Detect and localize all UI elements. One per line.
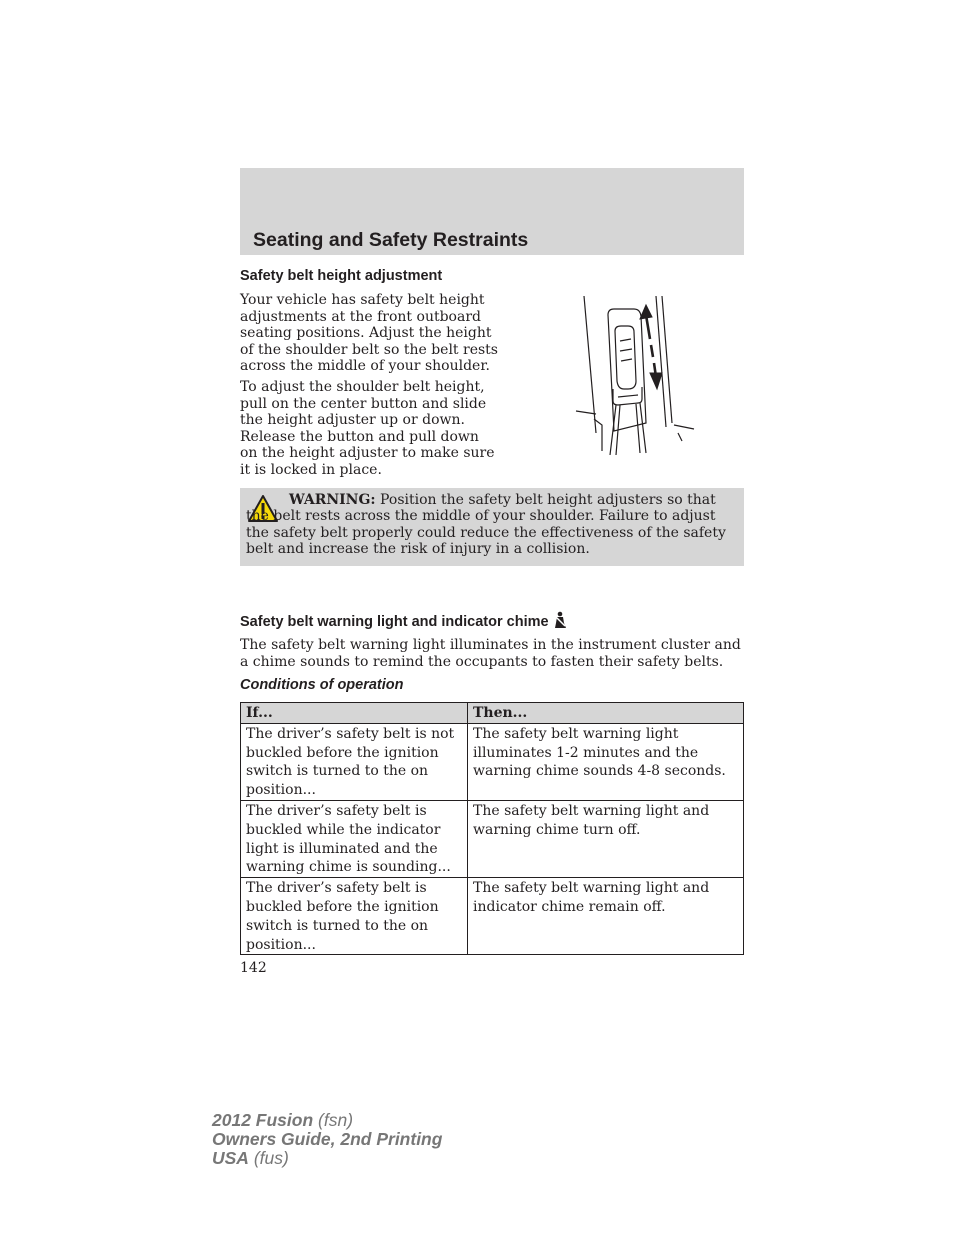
conditions-table xyxy=(240,702,744,955)
section-heading-warning-light-text: Safety belt warning light and indicator chime xyxy=(240,614,549,630)
table-cell-then: The safety belt warning light and warning chime turn off. xyxy=(468,800,744,877)
paragraph-height-intro: Your vehicle has safety belt height adjustments at the front outboard seating positions. Adjust the height of the shoulder belt so the belt rests across the middle of your shoulder. xyxy=(240,292,498,375)
belt-height-adjuster-illustration xyxy=(574,293,696,455)
table-row xyxy=(241,800,744,877)
page-number: 142 xyxy=(240,960,267,976)
seatbelt-person-icon xyxy=(551,611,569,629)
subheading-conditions: Conditions of operation xyxy=(240,677,404,693)
table-row xyxy=(241,878,744,955)
warning-body: Position the safety belt height adjusters so that the belt rests across the middle of your shoulder. Failure to adjust the safety belt properly could reduce the effectiveness of the safety belt and increase the risk of injury in a collision. xyxy=(246,492,726,558)
header-band xyxy=(240,168,744,255)
footer-model: 2012 Fusion xyxy=(212,1110,314,1130)
column-header-then: Then... xyxy=(468,703,744,724)
table-row xyxy=(241,723,744,800)
table-cell-then: The safety belt warning light and indicator chime remain off. xyxy=(468,878,744,955)
table-cell-then: The safety belt warning light illuminates 1-2 minutes and the warning chime sounds 4-8 seconds. xyxy=(468,723,744,800)
footer-model-code: (fsn) xyxy=(318,1110,354,1130)
table-cell-if: The driver’s safety belt is not buckled before the ignition switch is turned to the on position... xyxy=(241,723,468,800)
footer-region: USA xyxy=(212,1148,249,1168)
table-header-row xyxy=(241,703,744,724)
footer-region-code: (fus) xyxy=(253,1148,289,1168)
page-title: Seating and Safety Restraints xyxy=(253,229,529,251)
paragraph-warning-light: The safety belt warning light illuminates in the instrument cluster and a chime sounds to remind the occupants to fasten their safety belts. xyxy=(240,637,741,670)
column-header-if: If... xyxy=(241,703,468,724)
warning-text xyxy=(246,492,734,558)
footer-guide: Owners Guide, 2nd Printing xyxy=(212,1129,443,1149)
table-cell-if: The driver’s safety belt is buckled while the indicator light is illuminated and the warning chime is sounding... xyxy=(241,800,468,877)
warning-label: WARNING: xyxy=(289,492,376,508)
warning-box xyxy=(240,488,744,566)
section-heading-height-adjustment: Safety belt height adjustment xyxy=(240,268,443,284)
table-cell-if: The driver’s safety belt is buckled before the ignition switch is turned to the on position... xyxy=(241,878,468,955)
paragraph-height-instructions: To adjust the shoulder belt height, pull on the center button and slide the height adjuster up or down. Release the button and pull down on the height adjuster to make sure it is locked in place. xyxy=(240,379,495,478)
footer xyxy=(212,1111,442,1168)
section-heading-warning-light xyxy=(240,611,569,630)
